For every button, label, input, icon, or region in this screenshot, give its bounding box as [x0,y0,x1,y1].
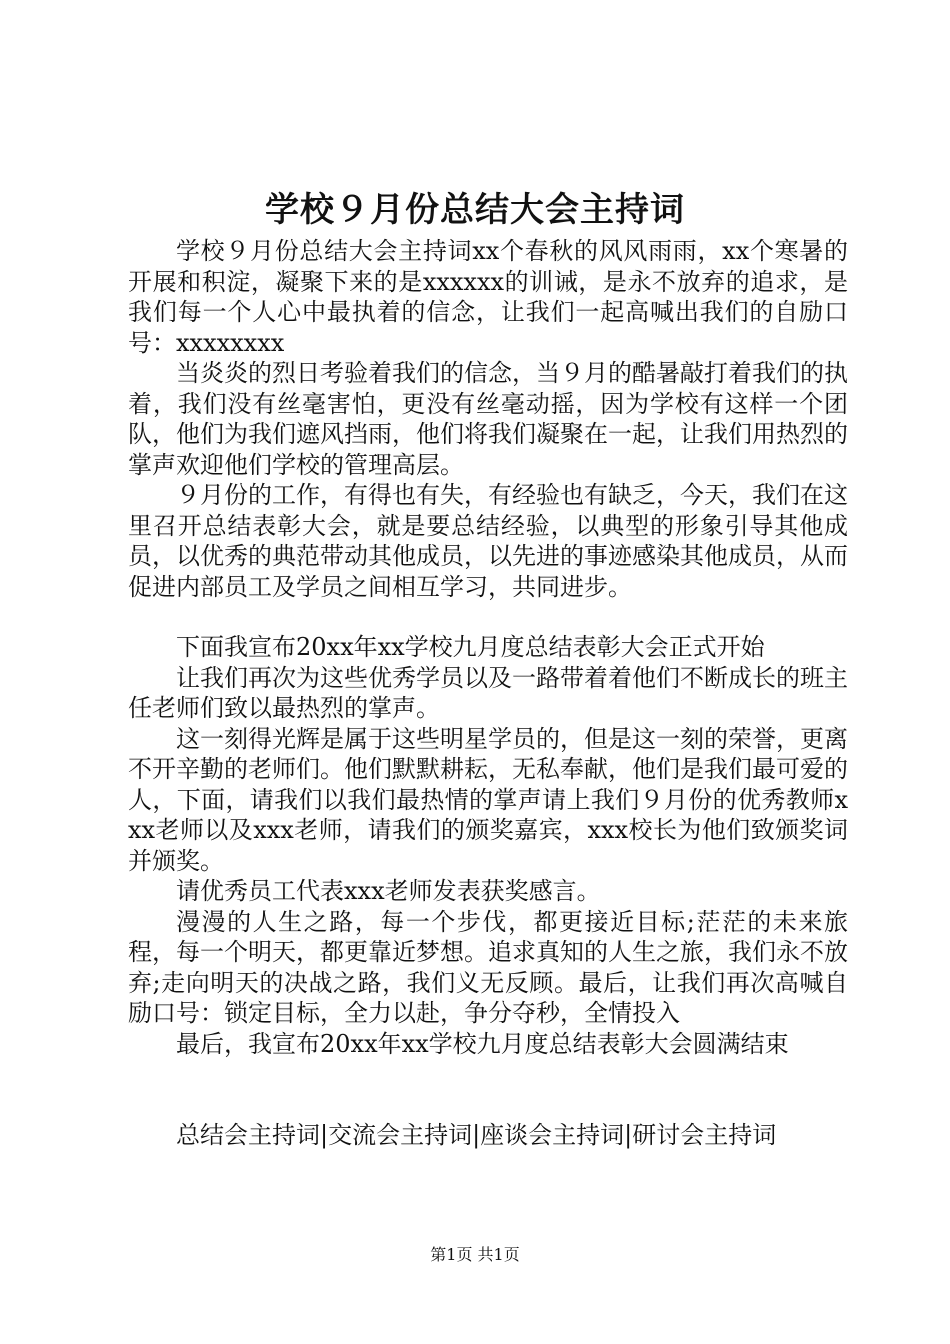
document-title: 学校９月份总结大会主持词 [265,190,685,230]
paragraph-applause: 让我们再次为这些优秀学员以及一路带着着他们不断成长的班主任老师们致以最热烈的掌声。 [128,663,848,722]
paragraph-opening: 学校９月份总结大会主持词xx个春秋的风风雨雨，xx个寒暑的开展和积淀，凝聚下来的是xxxxxx的训诫，是永不放弃的追求，是我们每一个人心中最执着的信念，让我们一起高喊出我们的自励口号：xxxxxxxx [128,237,848,357]
paragraph-welcome: 当炎炎的烈日考验着我们的信念，当９月的酷暑敲打着我们的执着，我们没有丝毫害怕，更没有丝毫动摇，因为学校有这样一个团队，他们为我们遮风挡雨，他们将我们凝聚在一起，让我们用热烈的掌声欢迎他们学校的管理高层。 [128,359,848,479]
page-number: 第1页 共1页 [430,1245,520,1264]
paragraph-summary: ９月份的工作，有得也有失，有经验也有缺乏，今天，我们在这里召开总结表彰大会，就是要总结经验，以典型的形象引导其他成员，以优秀的典范带动其他成员，以先进的事迹感染其他成员，从而促进内部员工及学员之间相互学习，共同进步。 [128,481,848,601]
related-links: 总结会主持词|交流会主持词|座谈会主持词|研讨会主持词 [176,1121,777,1149]
paragraph-closing-slogan: 漫漫的人生之路，每一个步伐，都更接近目标;茫茫的未来旅程，每一个明天，都更靠近梦想。追求真知的人生之旅，我们永不放弃;走向明天的决战之路，我们义无反顾。最后，让我们再次高喊自励口号：锁定目标，全力以赴，争分夺秒，全情投入 [128,907,848,1027]
paragraph-conclusion: 最后，我宣布20xx年xx学校九月度总结表彰大会圆满结束 [176,1029,789,1058]
document-body [128,236,848,1059]
paragraph-teachers: 这一刻得光辉是属于这些明星学员的，但是这一刻的荣誉，更离不开辛勤的老师们。他们默默耕耘，无私奉献，他们是我们最可爱的人，下面，请我们以我们最热情的掌声请上我们９月份的优秀教师xxx老师以及xxx老师，请我们的颁奖嘉宾，xxx校长为他们致颁奖词并颁奖。 [128,724,848,875]
paragraph-announcement: 下面我宣布20xx年xx学校九月度总结表彰大会正式开始 [176,633,765,661]
paragraph-speech: 请优秀员工代表xxx老师发表获奖感言。 [176,877,601,905]
